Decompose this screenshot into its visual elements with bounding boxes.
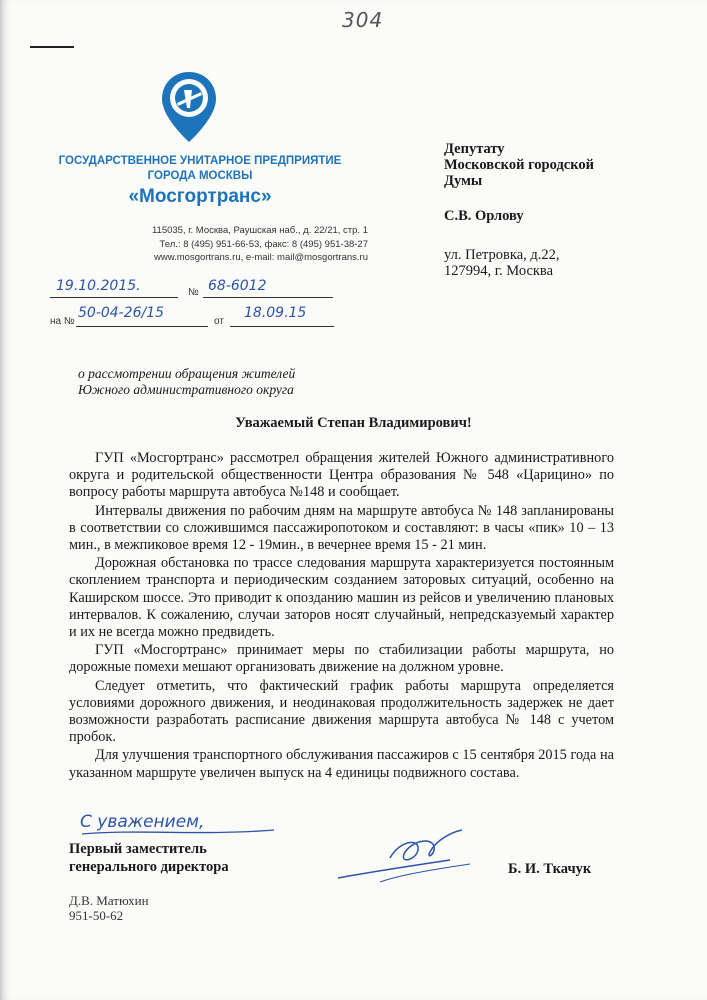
ref-from-label: от (214, 316, 224, 327)
reg-date: 19.10.2015. (56, 278, 141, 294)
margin-dash (30, 46, 74, 48)
paragraph-6: Для улучшения транспортного обслуживания пассажиров с 15 сентября 2015 года на указанном маршруте увеличен выпуск на 4 единицы подвижного состава. (69, 747, 614, 781)
sender-address: 115035, г. Москва, Раушская наб., д. 22/21, стр. 1 (151, 225, 368, 236)
paragraph-5: Следует отметить, что фактический график работы маршрута определяется условиями дорожного движения, и неодинаковая продолжительность задержек не дает возможности разработать расписание движения маршрута автобуса № 148 с учетом пробок. (69, 677, 614, 746)
executor-name: Д.В. Матюхин (69, 893, 149, 908)
paragraph-4: ГУП «Мосгортранс» принимает меры по стабилизации работы маршрута, но дорожные помехи мешают организовать движение на должном уровне. (69, 642, 614, 676)
org-line-2: ГОРОДА МОСКВЫ (147, 170, 253, 182)
signer-title-2: генерального директора (69, 859, 229, 875)
paragraph-2: Интервалы движения по рабочим дням на маршруте автобуса № 148 запланированы в соответствии со сложившимся пассажиропотоком и составляют: в часы «пик» 10 – 13 мин., в межпиковое время 12 - 19мин., в вечернее время 15 - 21 мин. (69, 502, 614, 554)
recipient-line-3: Думы (444, 173, 483, 189)
subject-line-2: Южного административного округа (78, 382, 294, 397)
org-name: «Мосгортранс» (128, 186, 272, 207)
ref-label: на № (50, 316, 75, 327)
sender-contacts (68, 224, 368, 265)
signer-title-1: Первый заместитель (69, 841, 207, 857)
ref-date-line (230, 326, 334, 327)
ref-date: 18.09.15 (244, 305, 307, 321)
org-line-1: ГОСУДАРСТВЕННОЕ УНИТАРНОЕ ПРЕДПРИЯТИЕ (58, 155, 342, 167)
ref-number-line (76, 326, 208, 327)
signer-name: Б. И. Ткачук (508, 861, 592, 877)
reg-number: 68-6012 (208, 278, 267, 294)
mosgortrans-logo-icon (160, 70, 218, 144)
recipient-line-2: Московской городской (444, 157, 594, 173)
subject-line-1: о рассмотрении обращения жителей (78, 366, 296, 381)
paragraph-3: Дорожная обстановка по трассе следования маршрута характеризуется постоянным скоплением транспорта и периодическим созданием заторовых ситуаций, особенно на Каширском шоссе. Это приводит к опозданию машин из рейсов и увеличению плановых интервалов. К сожалению, случаи заторов носят случайный, непредсказуемый характер и их не всегда можно предвидеть. (69, 555, 614, 641)
closing-handwritten: С уважением, (80, 812, 205, 832)
reg-date-line (50, 297, 178, 298)
ref-number: 50-04-26/15 (78, 305, 165, 321)
handwritten-page-number: 304 (342, 8, 384, 32)
subject (78, 366, 295, 398)
sender-phone: Тел.: 8 (495) 951-66-53, факс: 8 (495) 951-38-27 (159, 238, 368, 250)
executor-phone: 951-50-62 (69, 908, 124, 923)
recipient-name: С.В. Орлову (444, 208, 524, 224)
recipient-city: 127994, г. Москва (444, 263, 554, 279)
reg-number-line (203, 297, 333, 298)
executor (69, 893, 149, 923)
paragraph-1: ГУП «Мосгортранс» рассмотрел обращения жителей Южного административного округа и родительской общественности Центра образования № 548 «Царицино» по вопросу работы маршрута автобуса №148 и сообщает. (69, 450, 614, 501)
recipient-line-1: Депутату (444, 141, 505, 157)
closing-underline-stroke (78, 826, 278, 838)
signature-scribble (330, 820, 480, 890)
sender-web: www.mosgortrans.ru, e-mail: mail@mosgortrans.ru (154, 252, 368, 263)
letter-body (69, 450, 614, 783)
greeting: Уважаемый Степан Владимирович! (235, 415, 472, 431)
reg-no-label: № (188, 287, 199, 298)
recipient-street: ул. Петровка, д.22, (444, 247, 560, 263)
